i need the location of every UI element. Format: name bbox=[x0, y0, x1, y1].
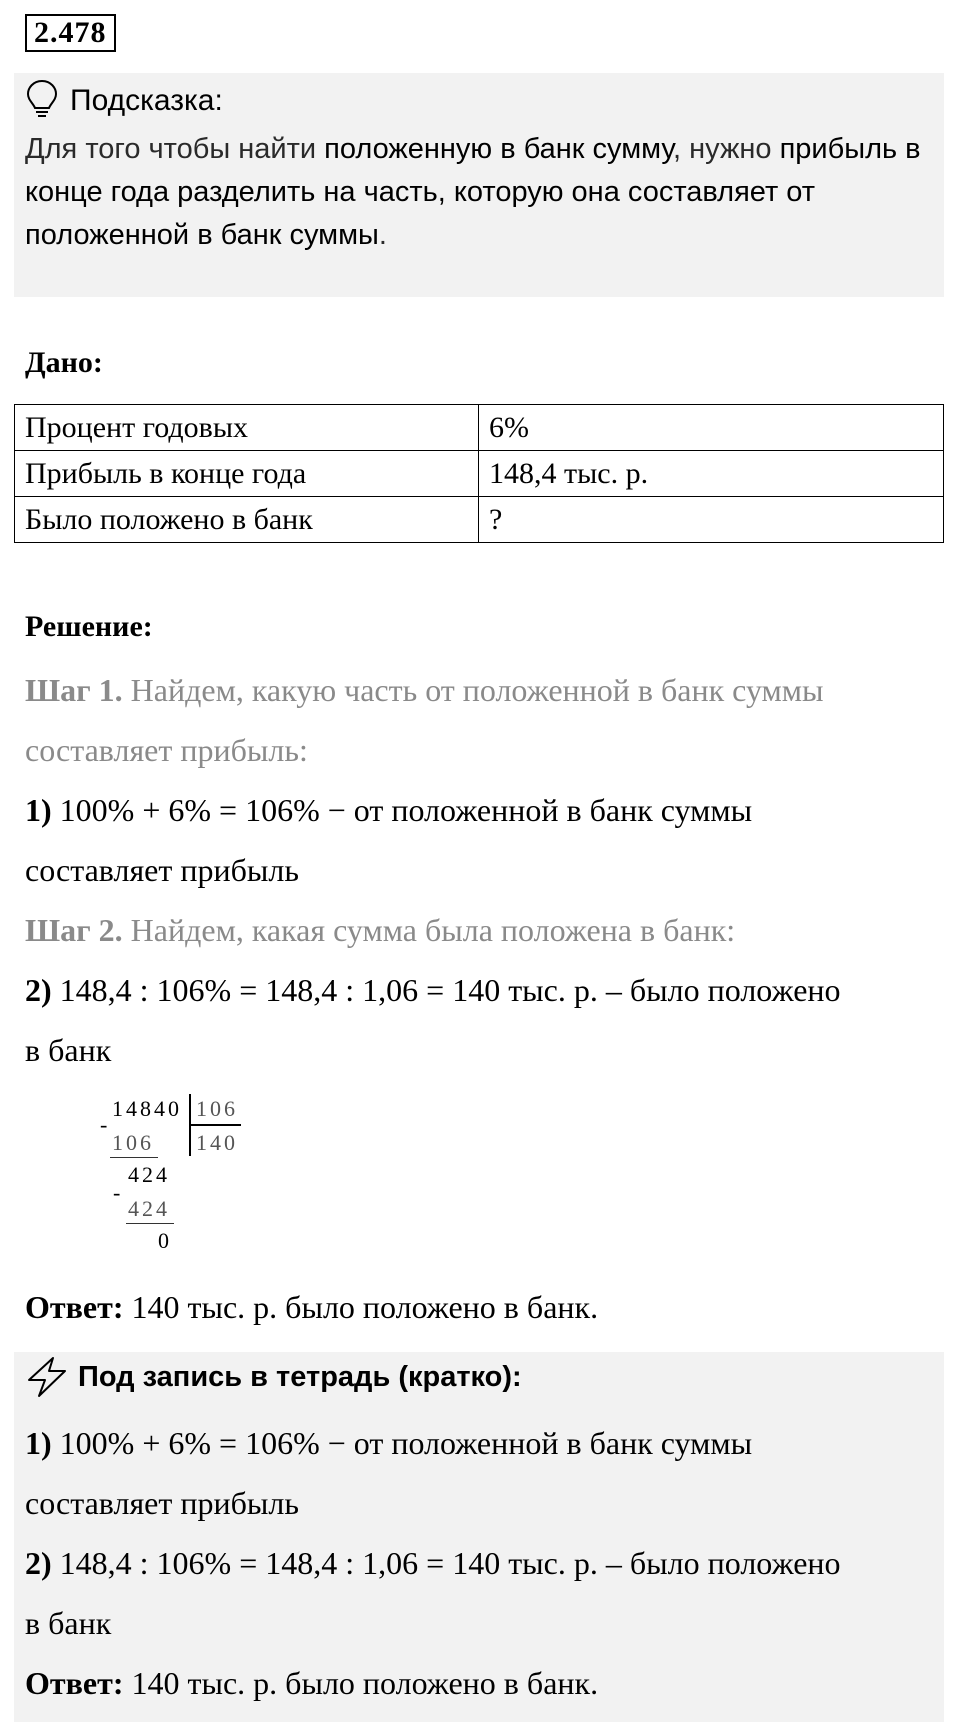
long-division bbox=[100, 1090, 260, 1255]
step1-line: Шаг 1. Найдем, какую часть от положенной в банк суммы bbox=[25, 672, 824, 708]
table-cell-label: Было положено в банк bbox=[15, 497, 479, 543]
step-label: Шаг 1. bbox=[25, 672, 123, 708]
solution-heading: Решение: bbox=[25, 610, 153, 643]
given-table bbox=[14, 404, 944, 543]
lightbulb-icon bbox=[25, 78, 59, 120]
quotient: 140 bbox=[196, 1130, 238, 1155]
notebook-line-2: 2) 148,4 : 106% = 148,4 : 1,06 = 140 тыс. р. – было положено bbox=[25, 1545, 841, 1581]
line-number: 1) bbox=[25, 792, 52, 828]
table-row bbox=[15, 497, 944, 543]
remainder-1: 424 bbox=[128, 1162, 170, 1187]
notebook-answer-line: Ответ: 140 тыс. р. было положено в банк. bbox=[25, 1665, 599, 1701]
hint-highlight: положенную в банк сумму bbox=[324, 133, 674, 165]
division-horizontal-line bbox=[189, 1124, 241, 1126]
step2-line: Шаг 2. Найдем, какая сумма была положена в банк: bbox=[25, 912, 736, 948]
table-cell-value: 6% bbox=[479, 405, 944, 451]
solution-line-1: 1) 100% + 6% = 106% − от положенной в банк суммы bbox=[25, 792, 753, 828]
line-number: 1) bbox=[25, 1425, 52, 1461]
minus-sign: - bbox=[100, 1112, 111, 1137]
table-row bbox=[15, 451, 944, 497]
notebook-line-1-cont: составляет прибыль bbox=[25, 1485, 299, 1521]
solution-line-1-cont: составляет прибыль bbox=[25, 852, 299, 888]
table-row bbox=[15, 405, 944, 451]
answer-label: Ответ: bbox=[25, 1665, 124, 1701]
problem-number: 2.478 bbox=[25, 14, 116, 52]
underline-1 bbox=[110, 1157, 158, 1158]
table-cell-value: ? bbox=[479, 497, 944, 543]
minus-sign: - bbox=[113, 1180, 124, 1205]
notebook-line-1: 1) 100% + 6% = 106% − от положенной в банк суммы bbox=[25, 1425, 753, 1461]
notebook-title: Под запись в тетрадь (кратко): bbox=[78, 1361, 522, 1393]
lightning-icon bbox=[25, 1356, 69, 1398]
table-cell-label: Процент годовых bbox=[15, 405, 479, 451]
answer-line: Ответ: 140 тыс. р. было положено в банк. bbox=[25, 1289, 599, 1325]
hint-highlight: прибыль в конце года разделить на часть, которую она составляет от положенной в банк суммы bbox=[25, 133, 921, 251]
table-cell-label: Прибыль в конце года bbox=[15, 451, 479, 497]
solution-line-2: 2) 148,4 : 106% = 148,4 : 1,06 = 140 тыс. р. – было положено bbox=[25, 972, 841, 1008]
remainder-2: 0 bbox=[158, 1228, 172, 1253]
step-label: Шаг 2. bbox=[25, 912, 123, 948]
line-number: 2) bbox=[25, 972, 52, 1008]
line-number: 2) bbox=[25, 1545, 52, 1581]
dividend: 14840 bbox=[112, 1096, 182, 1121]
subtrahend-1: 106 bbox=[112, 1130, 154, 1155]
notebook-line-2-cont: в банк bbox=[25, 1605, 112, 1641]
hint-text: Для того чтобы найти положенную в банк сумму, нужно прибыль в конце года разделить на часть, которую она составляет от положенной в банк суммы. bbox=[25, 133, 921, 251]
solution-line-2-cont: в банк bbox=[25, 1032, 112, 1068]
subtrahend-2: 424 bbox=[128, 1196, 170, 1221]
answer-label: Ответ: bbox=[25, 1289, 124, 1325]
step1-line-cont: составляет прибыль: bbox=[25, 732, 308, 768]
table-cell-value: 148,4 тыс. р. bbox=[479, 451, 944, 497]
divisor: 106 bbox=[196, 1096, 238, 1121]
given-heading: Дано: bbox=[25, 346, 103, 379]
hint-title: Подсказка: bbox=[70, 84, 223, 117]
underline-2 bbox=[126, 1223, 174, 1224]
